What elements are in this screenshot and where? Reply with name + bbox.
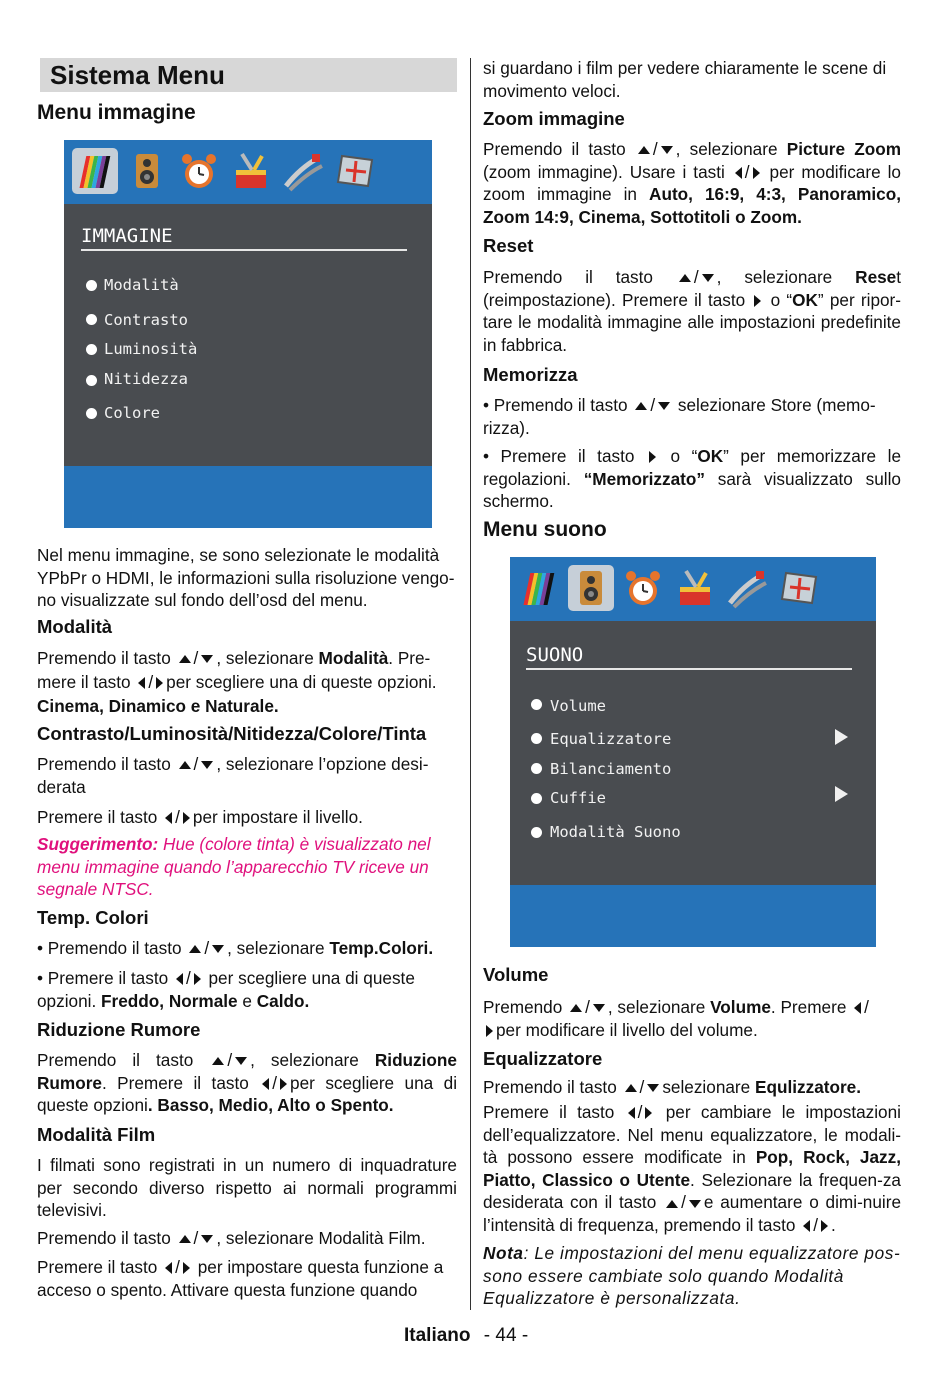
osd-item-contrasto[interactable]: Contrasto — [104, 311, 188, 329]
right-arrow-icon — [645, 1107, 652, 1119]
text: • Premendo il tasto — [483, 395, 628, 415]
text: Riduzione Rumore — [37, 1050, 457, 1093]
up-arrow-icon — [638, 146, 650, 154]
osd-bottom-bar — [64, 466, 432, 528]
right-arrow-icon — [194, 973, 201, 985]
text: selezionare Store (memo-rizza). — [483, 395, 876, 438]
text: Premendo — [483, 997, 563, 1017]
text: . Pre-mere il tasto — [37, 648, 431, 692]
cables-icon — [280, 148, 326, 194]
text: . Premere — [770, 997, 847, 1017]
text: o “ — [670, 446, 698, 466]
volume-paragraph: Premendo / , selezionare Volume. Premere / per modificare il livello del volume. — [483, 997, 869, 1040]
tv-picture-icon — [72, 148, 118, 194]
down-arrow-icon — [235, 1057, 247, 1065]
text: : Le impostazioni del menu equalizzatore pos-sono essere cambiate solo quando Modalità Equalizzatore è personalizzata. — [483, 1243, 901, 1309]
text: Hue (colore tinta) è visualizzato nel menu immagine quando l’apparecchio TV riceve un segnale NTSC. — [37, 834, 431, 900]
submenu-arrow-icon — [835, 786, 848, 802]
osd-item-colore[interactable]: Colore — [104, 404, 160, 422]
submenu-arrow-icon — [835, 729, 848, 745]
left-arrow-icon — [628, 1107, 635, 1119]
text: , selezionare — [250, 1050, 359, 1070]
alarm-clock-icon — [176, 148, 222, 194]
modalita-heading: Modalità — [37, 616, 113, 637]
text: Equlizzatore. — [755, 1077, 862, 1097]
right-arrow-icon — [183, 1262, 190, 1274]
text: Cinema, Dinamico e Naturale. — [37, 696, 279, 716]
note-label: Nota — [483, 1243, 524, 1263]
reset-paragraph: Premendo il tasto / , selezionare Reset (reimpostazione). Premere il tasto o “OK” per ripor-tare le modalità immagine alle impostazioni predefinite in fabbrica. — [483, 267, 902, 355]
bullet-dot — [531, 827, 542, 838]
right-arrow-icon — [754, 295, 761, 307]
text: Picture Zoom — [786, 139, 901, 159]
text: OK — [697, 446, 724, 466]
film-paragraph-2: Premendo il tasto / , selezionare Modalità Film. — [37, 1228, 426, 1248]
text: , selezionare — [227, 938, 325, 958]
osd-title-rule — [81, 249, 407, 251]
text: . Premere il tasto — [101, 1072, 249, 1093]
osd-bottom-bar — [510, 885, 876, 947]
text: OK — [792, 289, 818, 310]
text: per impostare questa funzione a acceso o spento. Attivare questa funzione quando — [37, 1257, 444, 1300]
modalita-paragraph: Premendo il tasto / , selezionare Modalità. Pre-mere il tasto / per scegliere una di queste opzioni. Cinema, Dinamico e Naturale. — [37, 648, 437, 716]
left-arrow-icon — [735, 167, 742, 179]
page-title: Sistema Menu — [40, 58, 457, 92]
bullet-dot — [86, 408, 97, 419]
down-arrow-icon — [593, 1004, 605, 1012]
text: e aumentare o dimi-nuire l’intensità di frequenza, premendo il tasto — [483, 1192, 902, 1235]
zoom-heading: Zoom immagine — [483, 108, 625, 129]
memorizza-heading: Memorizza — [483, 364, 578, 385]
right-arrow-icon — [649, 451, 656, 463]
toolbox-icon — [228, 148, 274, 194]
up-arrow-icon — [679, 274, 691, 282]
text: Auto, 16:9, 4:3, Panoramico, Zoom 14:9, Cinema, Sottotitoli o Zoom. — [483, 184, 902, 227]
contrasto-heading: Contrasto/Luminosità/Nitidezza/Colore/Tinta — [37, 723, 427, 744]
down-arrow-icon — [658, 402, 670, 410]
text: • Premere il tasto — [37, 968, 169, 988]
text: Premendo il tasto — [483, 1077, 617, 1097]
text: Caldo. — [256, 990, 310, 1011]
up-arrow-icon — [179, 761, 191, 769]
up-arrow-icon — [179, 655, 191, 663]
alarm-clock-icon — [620, 565, 666, 611]
temp-colori-bullet-2: • Premere il tasto / per scegliere una di queste opzioni. Freddo, Normale e Caldo. — [37, 968, 415, 1011]
text: , selezionare l’opzione desi-derata — [37, 754, 429, 797]
text: per cambiare le impostazioni dell’equalizzatore. Nel menu equalizzatore, le modali-tà possono essere modificate in — [483, 1102, 901, 1168]
right-arrow-icon — [156, 677, 163, 689]
contrasto-level-paragraph: Premere il tasto / per impostare il livello. — [37, 807, 363, 827]
memorizza-bullet-1: • Premendo il tasto / selezionare Store (memo-rizza). — [483, 395, 876, 438]
text: . Basso, Medio, Alto o Spento. — [147, 1095, 394, 1116]
up-arrow-icon — [625, 1084, 637, 1092]
osd-title-rule — [526, 668, 852, 670]
riduzione-paragraph: Premendo il tasto / , selezionare Riduzione Rumore. Premere il tasto / per scegliere una di queste opzioni. Basso, Medio, Alto o Spento. — [37, 1050, 458, 1116]
text: • Premendo il tasto — [37, 938, 182, 958]
text: , selezionare — [607, 997, 706, 1017]
film-heading: Modalità Film — [37, 1124, 156, 1145]
text: selezionare — [662, 1077, 751, 1097]
equalizzatore-heading: Equalizzatore — [483, 1048, 603, 1069]
osd-sound-menu — [510, 557, 876, 947]
up-arrow-icon — [179, 1235, 191, 1243]
left-arrow-icon — [176, 973, 183, 985]
menu-immagine-heading: Menu immagine — [37, 101, 196, 124]
right-arrow-icon — [753, 167, 760, 179]
text: Modalità — [318, 648, 389, 668]
bullet-dot — [531, 793, 542, 804]
left-arrow-icon — [165, 1262, 172, 1274]
osd-picture-menu — [64, 140, 432, 528]
bullet-dot — [86, 344, 97, 355]
page-footer — [404, 1325, 528, 1347]
text: Volume — [710, 997, 771, 1017]
text: Premere il tasto — [37, 1257, 158, 1277]
up-arrow-icon — [189, 945, 201, 953]
osd-item-cuffie[interactable]: Cuffie — [550, 789, 606, 807]
down-arrow-icon — [201, 655, 213, 663]
osd-item-luminosita[interactable]: Luminosità — [104, 340, 198, 358]
toolbox-icon — [672, 565, 718, 611]
text: Premere il tasto — [37, 807, 158, 827]
intro-paragraph: Nel menu immagine, se sono selezionate le modalità YPbPr o HDMI, le informazioni sulla risoluzione vengo-no visualizzate sul fondo dell’osd del menu. — [37, 545, 455, 611]
text: t — [896, 267, 902, 287]
up-arrow-icon — [666, 1200, 678, 1208]
text: Pop, Rock, Jazz, Piatto, Classico o Utente — [483, 1147, 902, 1190]
up-arrow-icon — [570, 1004, 582, 1012]
tv-picture-icon — [516, 565, 562, 611]
down-arrow-icon — [201, 761, 213, 769]
film-paragraph-3: Premere il tasto / per impostare questa funzione a acceso o spento. Attivare questa funzione quando — [37, 1257, 444, 1300]
page-number: - 44 - — [483, 1325, 529, 1346]
equalizzatore-paragraph-2: Premere il tasto / per cambiare le impostazioni dell’equalizzatore. Nel menu equalizzatore, le modali-tà possono essere modificate in Pop, Rock, Jazz, Piatto, Classico o Utente. Selezionare la frequen-za desiderata con il tasto / e aumentare o dimi-nuire l’intensità di frequenza, premendo il tasto / . — [483, 1102, 902, 1235]
volume-heading: Volume — [483, 964, 549, 985]
osd-picture-title: IMMAGINE — [81, 225, 173, 247]
osd-item-equalizzatore[interactable]: Equalizzatore — [550, 730, 672, 748]
text: , selezionare Modalità Film. — [216, 1228, 426, 1248]
down-arrow-icon — [661, 146, 673, 154]
left-arrow-icon — [138, 677, 145, 689]
text: • Premere il tasto — [483, 446, 635, 466]
osd-icon-bar — [64, 140, 432, 204]
reset-heading: Reset — [483, 235, 534, 256]
left-arrow-icon — [165, 812, 172, 824]
text: Premere il tasto — [483, 1102, 615, 1122]
text: sarà visualizzato sullo schermo. — [483, 468, 901, 512]
text: “Memorizzato” — [583, 468, 705, 489]
text: . Selezionare la frequen-za desiderata con il tasto — [483, 1169, 901, 1213]
right-arrow-icon — [183, 812, 190, 824]
text: , selezionare — [716, 267, 833, 287]
film-continued-paragraph: si guardano i film per vedere chiaramente le scene di movimento veloci. — [483, 58, 887, 101]
text: per modificare lo zoom immagine in — [483, 161, 901, 205]
screen-icon — [332, 148, 378, 194]
text: per scegliere una di queste opzioni — [37, 1072, 458, 1116]
footer-language: Italiano — [404, 1325, 471, 1346]
down-arrow-icon — [647, 1084, 659, 1092]
text: ” per ripor-tare le modalità immagine alle impostazioni predefinite in fabbrica. — [483, 289, 902, 355]
text: per impostare il livello. — [192, 807, 363, 827]
down-arrow-icon — [212, 945, 224, 953]
osd-item-bilanciamento[interactable]: Bilanciamento — [550, 760, 672, 778]
film-paragraph-1: I filmati sono registrati in un numero di inquadrature per secondo diverso rispetto ai normali programmi televisivi. — [37, 1155, 457, 1221]
osd-sound-title: SUONO — [526, 644, 584, 666]
down-arrow-icon — [689, 1200, 701, 1208]
column-divider — [470, 58, 471, 1310]
up-arrow-icon — [212, 1057, 224, 1065]
bullet-dot — [531, 733, 542, 744]
bullet-dot — [531, 699, 542, 710]
memorizza-bullet-2 — [483, 445, 901, 513]
down-arrow-icon — [702, 274, 714, 282]
text: Premendo il tasto — [483, 139, 626, 159]
right-arrow-icon — [486, 1025, 493, 1037]
text: e — [237, 990, 257, 1011]
left-arrow-icon — [803, 1220, 810, 1232]
riduzione-heading: Riduzione Rumore — [37, 1019, 201, 1040]
left-arrow-icon — [262, 1078, 269, 1090]
text: , selezionare — [216, 648, 314, 668]
down-arrow-icon — [201, 1235, 213, 1243]
temp-colori-heading: Temp. Colori — [37, 907, 149, 928]
screen-icon — [776, 565, 822, 611]
temp-colori-bullet-1: • Premendo il tasto / , selezionare Temp.Colori. — [37, 938, 434, 958]
text: Rese — [855, 267, 897, 287]
left-arrow-icon — [854, 1002, 861, 1014]
text: Freddo, Normale — [101, 990, 238, 1011]
text: o “ — [770, 289, 793, 310]
text: (reimpostazione). Premere il tasto — [483, 289, 746, 310]
text: ” per memorizzare le regolazioni. — [483, 446, 902, 489]
equalizzatore-paragraph-1: Premendo il tasto / selezionare Equlizzatore. — [483, 1077, 862, 1097]
bullet-dot — [531, 763, 542, 774]
text: per modificare il livello del volume. — [496, 1019, 758, 1040]
osd-icon-bar — [510, 557, 876, 621]
bullet-dot — [86, 375, 97, 386]
cables-icon — [724, 565, 770, 611]
tip-label: Suggerimento: — [37, 834, 159, 854]
menu-suono-heading: Menu suono — [483, 518, 607, 541]
text: Premendo il tasto — [37, 1050, 194, 1070]
zoom-paragraph: Premendo il tasto / , selezionare Picture Zoom (zoom immagine). Usare i tasti / per modificare lo zoom immagine in Auto, 16:9, 4:3, Panoramico, Zoom 14:9, Cinema, Sottotitoli o Zoom. — [483, 139, 902, 227]
osd-item-modalita[interactable]: Modalità — [104, 276, 179, 294]
osd-item-nitidezza[interactable]: Nitidezza — [104, 370, 188, 388]
bullet-dot — [86, 280, 97, 291]
text: Temp.Colori. — [329, 938, 434, 958]
text: per scegliere una di queste opzioni. — [37, 968, 415, 1011]
text: Premendo il tasto — [37, 648, 171, 668]
text: , selezionare — [675, 139, 778, 159]
bullet-dot — [86, 314, 97, 325]
text: (zoom immagine). Usare i tasti — [483, 161, 725, 182]
tip-paragraph — [37, 833, 457, 901]
note-paragraph — [483, 1242, 901, 1310]
text: Premendo il tasto — [37, 754, 171, 774]
contrasto-paragraph: Premendo il tasto / , selezionare l’opzione desi-derata — [37, 754, 429, 797]
osd-item-modalita-suono[interactable]: Modalità Suono — [550, 823, 681, 841]
up-arrow-icon — [635, 402, 647, 410]
text: per scegliere una di queste opzioni. — [166, 672, 437, 692]
osd-item-volume[interactable]: Volume — [550, 697, 606, 715]
speaker-icon — [568, 565, 614, 611]
text: Premendo il tasto — [483, 267, 653, 287]
speaker-icon — [124, 148, 170, 194]
right-arrow-icon — [280, 1078, 287, 1090]
right-arrow-icon — [821, 1220, 828, 1232]
text: Premendo il tasto — [37, 1228, 171, 1248]
